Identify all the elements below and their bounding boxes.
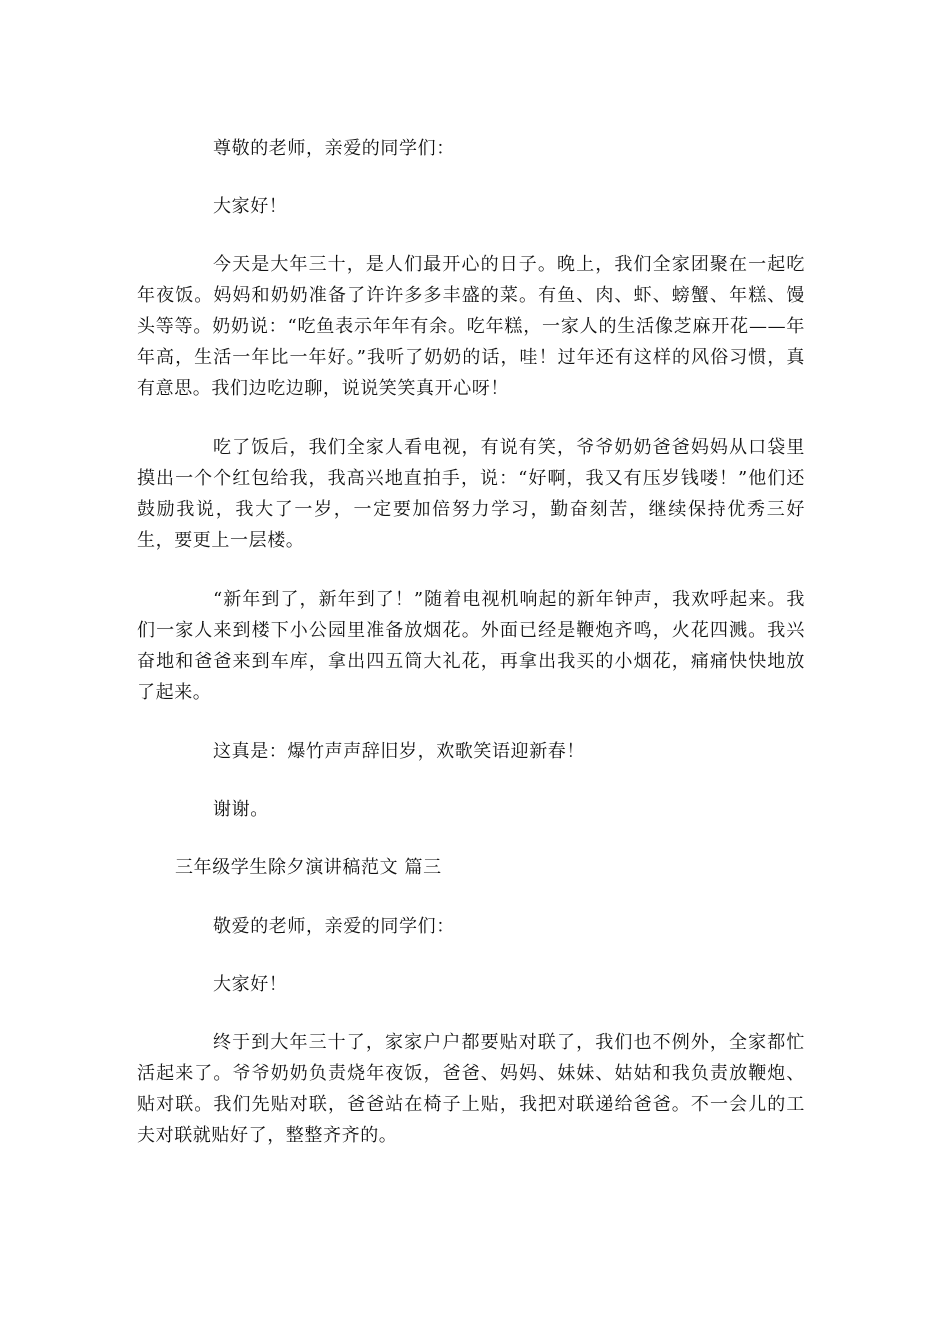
paragraph-thanks: 谢谢。: [213, 799, 269, 820]
section-title: 三年级学生除夕演讲稿范文 篇三: [175, 857, 442, 878]
paragraph-closing-line: 这真是：爆竹声声辞旧岁，欢歌笑语迎新春！: [213, 741, 585, 762]
salutation-2: 敬爱的老师，亲爱的同学们：: [213, 916, 455, 937]
greeting: 大家好！: [213, 196, 288, 217]
salutation: 尊敬的老师，亲爱的同学们：: [213, 138, 455, 159]
paragraph-fireworks: “新年到了，新年到了！”随着电视机响起的新年钟声，我欢呼起来。我们一家人来到楼下小公园里准备放烟花。外面已经是鞭炮齐鸣，火花四溅。我兴奋地和爸爸来到车库，拿出四五筒大礼花，再拿出我买的小烟花，痛痛快快地放了起来。: [137, 589, 805, 703]
paragraph-couplets: 终于到大年三十了，家家户户都要贴对联了，我们也不例外，全家都忙活起来了。爷爷奶奶负责烧年夜饭，爸爸、妈妈、妹妹、姑姑和我负责放鞭炮、贴对联。我们先贴对联，爸爸站在椅子上贴，我把对联递给爸爸。不一会儿的工夫对联就贴好了，整整齐齐的。: [137, 1032, 805, 1146]
greeting-2: 大家好！: [213, 974, 288, 995]
document-body: [137, 133, 805, 1179]
paragraph-new-year-eve-dinner: 今天是大年三十，是人们最开心的日子。晚上，我们全家团聚在一起吃年夜饭。妈妈和奶奶准备了许许多多丰盛的菜。有鱼、肉、虾、螃蟹、年糕、馒头等等。奶奶说：“吃鱼表示年年有余。吃年糕，一家人的生活像芝麻开花——年年高，生活一年比一年好。”我听了奶奶的话，哇！过年还有这样的风俗习惯，真有意思。我们边吃边聊，说说笑笑真开心呀！: [137, 254, 805, 399]
paragraph-red-envelopes: 吃了饭后，我们全家人看电视，有说有笑，爷爷奶奶爸爸妈妈从口袋里摸出一个个红包给我，我高兴地直拍手，说：“好啊，我又有压岁钱喽！”他们还鼓励我说，我大了一岁，一定要加倍努力学习，勤奋刻苦，继续保持优秀三好生，要更上一层楼。: [137, 437, 805, 551]
